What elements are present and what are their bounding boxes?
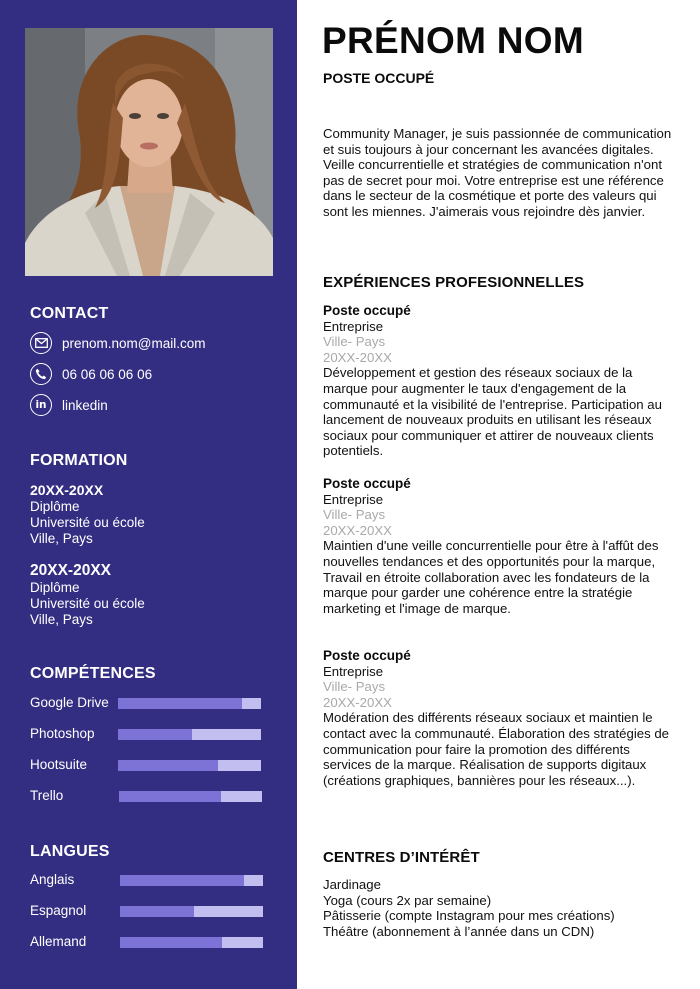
experience-company: Entreprise	[323, 491, 384, 507]
language-row	[30, 871, 262, 889]
language-label: Espagnol	[30, 903, 87, 918]
contact-heading: CONTACT	[30, 305, 109, 322]
contact-linkedin-text: linkedin	[62, 397, 108, 413]
linkedin-icon: in	[30, 394, 52, 416]
formation-diploma: Diplôme	[30, 499, 80, 514]
skill-row	[30, 725, 262, 743]
formation-school: Université ou école	[30, 596, 145, 611]
experience-title: Poste occupé	[323, 303, 411, 318]
experience-location: Ville- Pays	[323, 507, 386, 523]
skill-bar-fill	[118, 729, 192, 740]
experience-description: Développement et gestion des réseaux sociaux de la marque pour augmenter le taux d'engagement de la communauté et la visibilité de l'entreprise. Participation au lancement de nouveaux produits en utilisant les réseaux sociaux pour communiquer et attirer de nouveaux clients potentiels.	[323, 365, 662, 459]
contact-email[interactable]	[30, 332, 206, 354]
skill-bar-fill	[118, 698, 242, 709]
experience-years: 20XX-20XX	[323, 349, 392, 365]
interests-heading: CENTRES D’INTÉRÊT	[323, 849, 480, 866]
experience-item	[323, 476, 673, 616]
job-title: POSTE OCCUPÉ	[323, 70, 435, 86]
skill-label: Hootsuite	[30, 757, 88, 772]
interests-list	[323, 877, 673, 939]
language-bar-fill	[120, 906, 194, 917]
experience-title: Poste occupé	[323, 648, 411, 663]
experience-company: Entreprise	[323, 663, 384, 679]
language-row	[30, 933, 262, 951]
language-label: Allemand	[30, 934, 87, 949]
language-bar-fill	[120, 937, 222, 948]
profile-summary: Community Manager, je suis passionnée de communication et suis toujours à jour concernant les avancées digitales. Veille concurrentielle et stratégies de communication n'ont pas de secret pour moi. Votre entreprise est une référence dans le secteur de la cosmétique et porte des valeurs qui sont les miennes. J'aimerais vous rejoindre dès janvier.	[323, 126, 672, 219]
skill-label: Google Drive	[30, 695, 109, 710]
experience-company: Entreprise	[323, 318, 384, 334]
full-name: PRÉNOM NOM	[322, 20, 584, 61]
language-bar-track	[120, 875, 263, 886]
skill-label: Trello	[30, 788, 64, 803]
experience-years: 20XX-20XX	[323, 694, 392, 710]
formation-item	[30, 482, 145, 547]
formation-heading: FORMATION	[30, 452, 128, 469]
experience-title: Poste occupé	[323, 476, 411, 491]
experience-item	[323, 648, 673, 788]
language-bar-fill	[120, 875, 244, 886]
formation-location: Ville, Pays	[30, 612, 93, 627]
skill-row	[30, 756, 262, 774]
formation-years: 20XX-20XX	[30, 562, 111, 579]
skill-bar-track	[118, 729, 261, 740]
skill-bar-fill	[118, 760, 218, 771]
formation-item	[30, 562, 145, 628]
skill-bar-track	[118, 760, 261, 771]
experience-years: 20XX-20XX	[323, 522, 392, 538]
contact-linkedin[interactable]	[30, 394, 108, 416]
profile-photo	[25, 28, 273, 276]
formation-school: Université ou école	[30, 515, 145, 530]
experience-location: Ville- Pays	[323, 334, 386, 350]
skill-bar-fill	[119, 791, 221, 802]
language-label: Anglais	[30, 872, 75, 887]
interest-item: Jardinage	[323, 877, 381, 892]
contact-email-text: prenom.nom@mail.com	[62, 335, 206, 351]
language-bar-track	[120, 906, 263, 917]
skill-bar-track	[118, 698, 261, 709]
contact-phone[interactable]	[30, 363, 152, 385]
formation-years: 20XX-20XX	[30, 482, 104, 498]
skill-label: Photoshop	[30, 726, 95, 741]
experience-description: Modération des différents réseaux sociaux et maintien le contact avec la communauté. Élaboration des stratégies de communication pour faire la promotion des différents services de la marque. Réalisation de supports digitaux (créations graphiques, bannières pour les réseaux...).	[323, 710, 670, 788]
languages-heading: LANGUES	[30, 843, 110, 860]
experience-heading: EXPÉRIENCES PROFESIONNELLES	[323, 274, 585, 291]
skill-row	[30, 787, 262, 805]
interest-item: Yoga (cours 2x par semaine)	[323, 892, 492, 908]
contact-phone-text: 06 06 06 06 06	[62, 366, 153, 382]
phone-icon	[30, 363, 52, 385]
formation-diploma: Diplôme	[30, 580, 80, 595]
language-bar-track	[120, 937, 263, 948]
experience-location: Ville- Pays	[323, 679, 386, 695]
experience-item	[323, 303, 673, 459]
sidebar	[0, 0, 297, 989]
language-row	[30, 902, 262, 920]
mail-icon	[30, 332, 52, 354]
experience-description: Maintien d'une veille concurrentielle pour être à l'affût des nouvelles tendances et des opportunités pour la marque, Travail en étroite collaboration avec les fondateurs de la marque pour garder une cohérence entre la stratégie marketing et l'image de marque.	[323, 538, 659, 616]
interest-item: Théâtre (abonnement à l’année dans un CDN)	[323, 923, 595, 939]
skills-heading: COMPÉTENCES	[30, 665, 156, 682]
skill-row	[30, 694, 262, 712]
interest-item: Pâtisserie (compte Instagram pour mes créations)	[323, 908, 615, 924]
skill-bar-track	[119, 791, 262, 802]
formation-location: Ville, Pays	[30, 531, 93, 546]
